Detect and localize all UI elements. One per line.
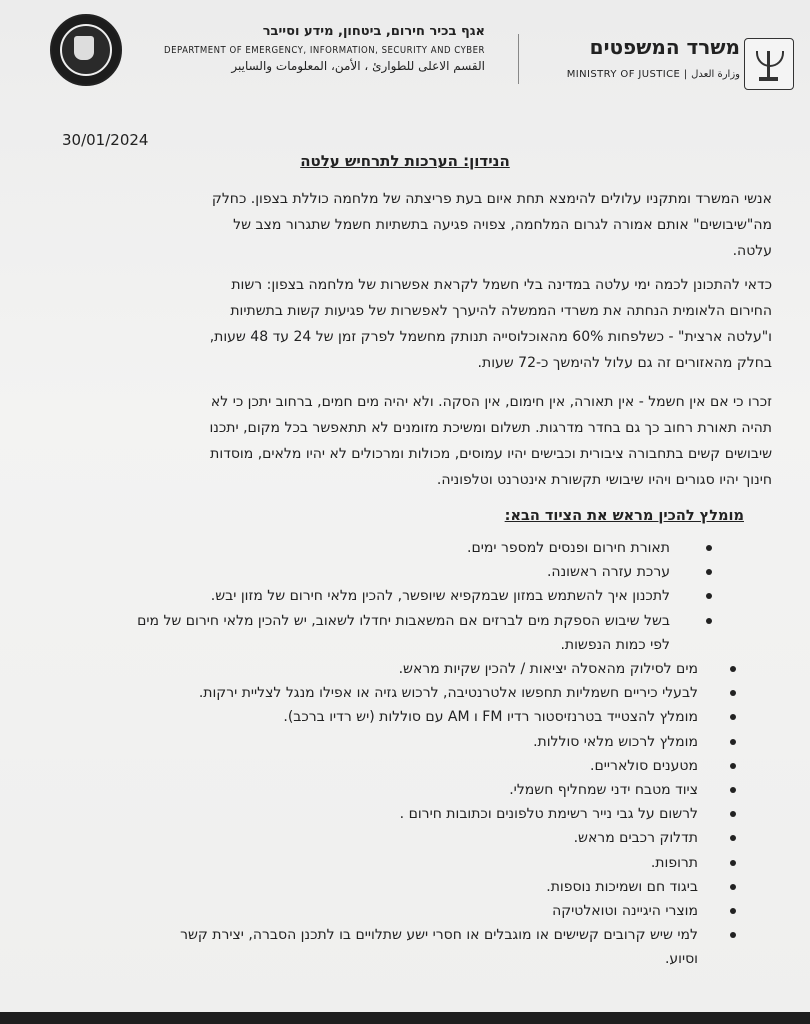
list-item: למי שיש קרובים קשישים או מוגבלים או חסרי ישע שתלויים בו לתכנן הסברה, יצירת קשר וסיוע.	[30, 923, 770, 971]
equipment-heading: מומלץ להכין מראש את הציוד הבא:	[504, 508, 744, 524]
ministry-name-sub: MINISTRY OF JUSTICE | وزارة العدل	[566, 69, 740, 80]
paragraph-line: שיבושים קשים בתחבורה ציבורית וכבישים יהיו עמוסים, מכולות ומרכולים לא יהיו מלאים, מוסדות	[210, 446, 772, 462]
department-name-en: DEPARTMENT OF EMERGENCY, INFORMATION, SECURITY AND CYBER	[164, 45, 485, 56]
paragraph-2	[210, 272, 772, 376]
department-name-he: אגף בכיר חירום, ביטחון, מידע וסייבר	[262, 24, 485, 39]
list-item: ערכת עזרה ראשונה.	[30, 560, 770, 584]
paragraph-line: ו"עלטה ארצית" - כשלפחות 60% מהאוכלוסייה תנותק מחשמל לפרק זמן של 24 עד 48 שעות,	[209, 329, 772, 345]
list-item: ביגוד חם ושמיכות נוספות.	[30, 875, 770, 899]
paragraph-line: זכרו כי אם אין חשמל - אין תאורה, אין חימום, אין הסקה. ולא יהיה מים חמים, ברחוב יתכן כי לא	[210, 394, 772, 410]
list-item: תאורת חירום ופנסים למספר ימים.	[30, 536, 770, 560]
bullet-icon	[730, 908, 736, 914]
list-item: ציוד מטבח ידני שמחליף חשמלי.	[30, 778, 770, 802]
document-date: 30/01/2024	[62, 131, 149, 149]
ministry-block	[540, 35, 740, 80]
paragraph-line: מה"שיבושים" אותם אמורה לגרום המלחמה, צפויה פגיעה בתשתיות חשמל שתגרור מצב של	[233, 217, 772, 233]
bullet-icon	[730, 884, 736, 890]
paragraph-line: אנשי המשרד ומתקניו עלולים להימצא תחת איום בעת פריצתה של מלחמה כוללת בצפון. כחלק	[211, 191, 772, 207]
menorah-base	[759, 77, 778, 81]
paragraph-line: חינוך יהיו סגורים ויהיו שיבושי תקשורת אינטרנט וטלפוניה.	[436, 472, 772, 488]
bullet-icon	[730, 690, 736, 696]
bullet-icon	[730, 739, 736, 745]
paragraph-line: תהיה תאורת רחוב כך גם בחדר מדרגות. תשלום ומשיכת מזומנים לא תתאפשר בכל מקום, יתכנו	[209, 420, 772, 436]
paragraph-line: בחלק מהאזורים זה גם עלול להימשך כ-72 שעות.	[477, 355, 772, 371]
list-item: תרופות.	[30, 851, 770, 875]
bullet-icon	[730, 666, 736, 672]
bottom-edge	[0, 1012, 810, 1024]
bullet-icon	[706, 545, 712, 551]
department-seal-icon	[50, 14, 122, 86]
bullet-icon	[730, 835, 736, 841]
paragraph-line: החירום הלאומית הנחתה את משרדי הממשלה להיערך לאפשרות של פגיעות קשות בתשתיות	[230, 303, 772, 319]
bullet-icon	[730, 932, 736, 938]
list-item: מומלץ לרכוש מלאי סוללות.	[30, 730, 770, 754]
list-item: מוצרי היגיינה וטואלטיקה	[30, 899, 770, 923]
document-subject: הנידון: הערכות לתרחיש עלטה	[300, 152, 510, 170]
ministry-name-he: משרד המשפטים	[589, 35, 740, 59]
bullet-icon	[730, 811, 736, 817]
state-emblem-icon	[744, 38, 794, 90]
equipment-list	[30, 536, 770, 972]
bullet-icon	[730, 787, 736, 793]
menorah-arms	[756, 51, 784, 67]
department-name-ar: القسم الاعلى للطوارئ ، الأمن، المعلومات والسايبر	[231, 59, 485, 73]
header-divider	[518, 34, 519, 84]
list-item: מטענים סולאריים.	[30, 754, 770, 778]
list-item: לבעלי כיריים חשמליות תחפשו אלטרנטיבה, לרכוש גזיה או אפילו מנגל לצליית ירקות.	[30, 681, 770, 705]
menorah-stem	[767, 51, 770, 77]
bullet-icon	[730, 763, 736, 769]
list-item: לרשום על גבי נייר רשימת טלפונים וכתובות חירום .	[30, 802, 770, 826]
bullet-icon	[706, 618, 712, 624]
list-item: מים לסילוק מהאסלה יציאות / להכין שקיות מראש.	[30, 657, 770, 681]
bullet-icon	[730, 860, 736, 866]
bullet-icon	[706, 593, 712, 599]
paragraph-1	[212, 186, 772, 264]
paragraph-line: עלטה.	[732, 243, 772, 259]
bullet-icon	[706, 569, 712, 575]
paragraph-3	[209, 389, 772, 493]
list-item: לתכנון איך להשתמש במזון שבמקפיא שיופשר, להכין מלאי חירום של מזון יבש.	[30, 584, 770, 608]
list-item: תדלוק רכבים מראש.	[30, 826, 770, 850]
department-block	[145, 24, 485, 73]
paragraph-line: כדאי להתכונן לכמה ימי עלטה במדינה בלי חשמל לקראת אפשרות של מלחמה בצפון: רשות	[231, 277, 772, 293]
bullet-icon	[730, 714, 736, 720]
list-item: בשל שיבוש הספקת מים לברזים אם המשאבות יחדלו לשאוב, יש להכין מלאי חירום של מים לפי כמות הנפשות.	[30, 609, 770, 657]
seal-figure	[74, 36, 94, 60]
list-item: מומלץ להצטייד בטרנזיסטור רדיו FM ו AM עם סוללות (יש רדיו ברכב).	[30, 705, 770, 729]
